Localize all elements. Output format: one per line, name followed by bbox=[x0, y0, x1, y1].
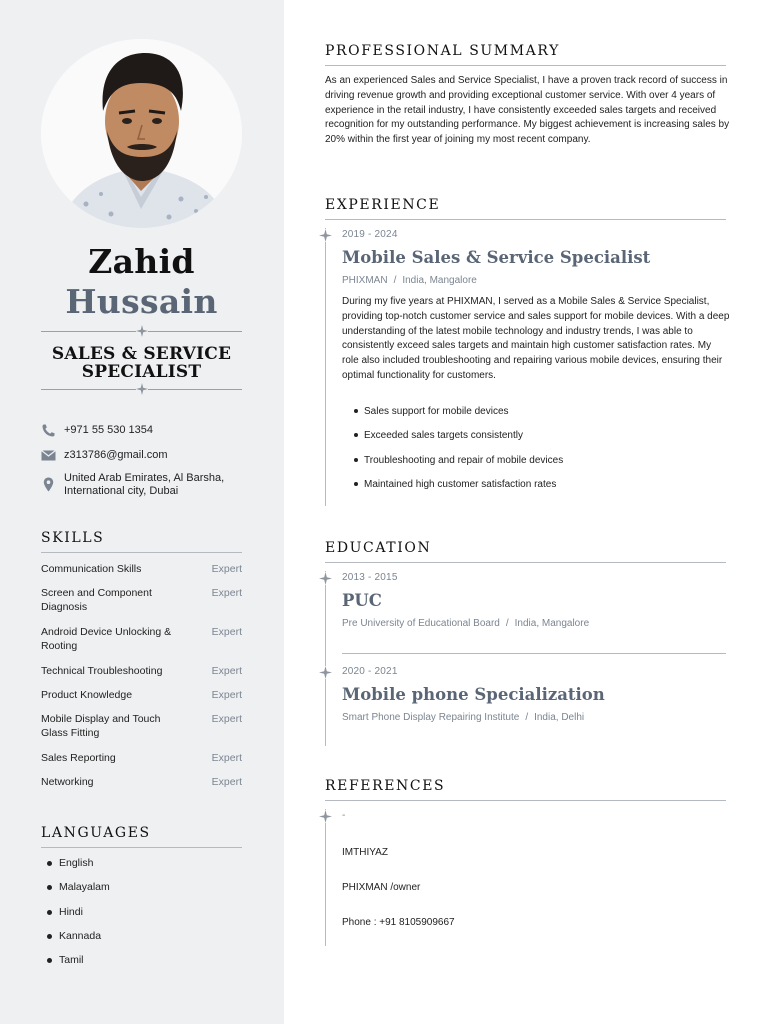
language-name: Malayalam bbox=[59, 881, 110, 893]
name-divider-bottom bbox=[41, 383, 242, 395]
last-name: Hussain bbox=[65, 282, 218, 321]
reference-phone: Phone : +91 8105909667 bbox=[342, 917, 455, 928]
skill-item bbox=[41, 751, 242, 765]
education-meta: Pre University of Educational Board / India, Mangalore bbox=[342, 618, 590, 629]
address-line-2: International city, Dubai bbox=[64, 485, 179, 497]
address-line-1: United Arab Emirates, Al Barsha, bbox=[64, 472, 225, 484]
sidebar bbox=[0, 0, 284, 1024]
job-title-line-2: SPECIALIST bbox=[81, 362, 202, 382]
skill-name: Mobile Display and Touch Glass Fitting bbox=[41, 713, 161, 739]
education-dates: 2013 - 2015 bbox=[342, 572, 398, 583]
skill-level: Expert bbox=[211, 713, 242, 725]
education-institution: Smart Phone Display Repairing Institute bbox=[342, 712, 520, 723]
sparkle-star-icon bbox=[136, 383, 148, 395]
skill-level: Expert bbox=[211, 665, 242, 677]
skills-heading: SKILLS bbox=[41, 530, 242, 553]
skill-name: Sales Reporting bbox=[41, 752, 116, 764]
sparkle-star-icon bbox=[319, 810, 332, 823]
experience-heading: EXPERIENCE bbox=[325, 197, 726, 220]
education-meta: Smart Phone Display Repairing Institute / India, Delhi bbox=[342, 712, 585, 723]
experience-meta: PHIXMAN / India, Mangalore bbox=[342, 275, 477, 286]
education-institution: Pre University of Educational Board bbox=[342, 618, 500, 629]
language-name: Hindi bbox=[59, 906, 83, 918]
email-address: z313786@gmail.com bbox=[64, 449, 168, 461]
skill-item bbox=[41, 775, 242, 789]
education-dates: 2020 - 2021 bbox=[342, 666, 398, 677]
education-timeline bbox=[325, 571, 326, 746]
name-divider-top bbox=[41, 325, 242, 337]
skill-name: Networking bbox=[41, 776, 94, 788]
education-title: PUC bbox=[342, 591, 382, 610]
sparkle-star-icon bbox=[319, 572, 332, 585]
skill-item bbox=[41, 562, 242, 576]
skill-name: Screen and Component Diagnosis bbox=[41, 587, 152, 613]
skill-name: Android Device Unlocking & Rooting bbox=[41, 626, 172, 652]
job-title-line-1: SALES & SERVICE bbox=[51, 344, 232, 364]
languages-heading: LANGUAGES bbox=[41, 825, 242, 848]
experience-title: Mobile Sales & Service Specialist bbox=[342, 248, 651, 267]
summary-heading: PROFESSIONAL SUMMARY bbox=[325, 43, 726, 66]
skill-level: Expert bbox=[211, 626, 242, 638]
sparkle-star-icon bbox=[136, 325, 148, 337]
location-pin-icon bbox=[41, 477, 56, 492]
reference-name: IMTHIYAZ bbox=[342, 847, 388, 858]
experience-dates: 2019 - 2024 bbox=[342, 229, 398, 240]
first-name: Zahid bbox=[88, 242, 195, 281]
phone-icon bbox=[41, 423, 56, 438]
phone-number: +971 55 530 1354 bbox=[64, 424, 154, 436]
education-location: India, Mangalore bbox=[514, 618, 590, 629]
skill-item bbox=[41, 664, 242, 678]
experience-timeline bbox=[325, 228, 326, 506]
language-name: English bbox=[59, 857, 94, 869]
address bbox=[64, 472, 254, 498]
sparkle-star-icon bbox=[319, 666, 332, 679]
summary-text: As an experienced Sales and Service Specialist, I have a proven track record of success in driving revenue growth and providing exceptional customer service. With over 4 years of experience in the retail industry, I have consistently exceeded sales targets and received recognition for my outstanding performance. My biggest achievement is increasing sales by 20% within the first year of joining my most recent company. bbox=[325, 75, 730, 146]
skill-level: Expert bbox=[211, 689, 242, 701]
education-title: Mobile phone Specialization bbox=[342, 685, 605, 704]
skill-name: Communication Skills bbox=[41, 563, 142, 575]
education-location: India, Delhi bbox=[534, 712, 585, 723]
sparkle-star-icon bbox=[319, 229, 332, 242]
skill-item bbox=[41, 625, 242, 653]
reference-company: PHIXMAN /owner bbox=[342, 882, 421, 893]
language-name: Tamil bbox=[59, 954, 84, 966]
experience-location: India, Mangalore bbox=[402, 275, 477, 286]
skill-name: Technical Troubleshooting bbox=[41, 665, 163, 677]
profile-photo bbox=[41, 39, 242, 228]
skill-level: Expert bbox=[211, 587, 242, 599]
reference-dash: - bbox=[342, 810, 346, 821]
references-heading: REFERENCES bbox=[325, 778, 726, 801]
skill-name: Product Knowledge bbox=[41, 689, 133, 701]
skill-level: Expert bbox=[211, 563, 242, 575]
job-title-block bbox=[41, 345, 242, 381]
education-heading: EDUCATION bbox=[325, 540, 726, 563]
skill-item bbox=[41, 586, 242, 614]
skill-level: Expert bbox=[211, 776, 242, 788]
experience-description: During my five years at PHIXMAN, I served as a Mobile Sales & Service Specialist, providing top-notch customer service and sales support for mobile devices. With a deep understanding of the latest mobile technology and industry trends, I was able to consistently exceed sales targets and maintain high customer satisfaction rates. My role also included troubleshooting and repairing various mobile devices, ensuring their optimal functionality for customers. bbox=[342, 296, 730, 381]
education-divider bbox=[342, 653, 726, 654]
skill-item bbox=[41, 712, 242, 740]
skill-level: Expert bbox=[211, 752, 242, 764]
skill-item bbox=[41, 688, 242, 702]
experience-company: PHIXMAN bbox=[342, 275, 388, 286]
language-name: Kannada bbox=[59, 930, 102, 942]
mail-icon bbox=[41, 448, 56, 463]
references-timeline bbox=[325, 809, 326, 946]
